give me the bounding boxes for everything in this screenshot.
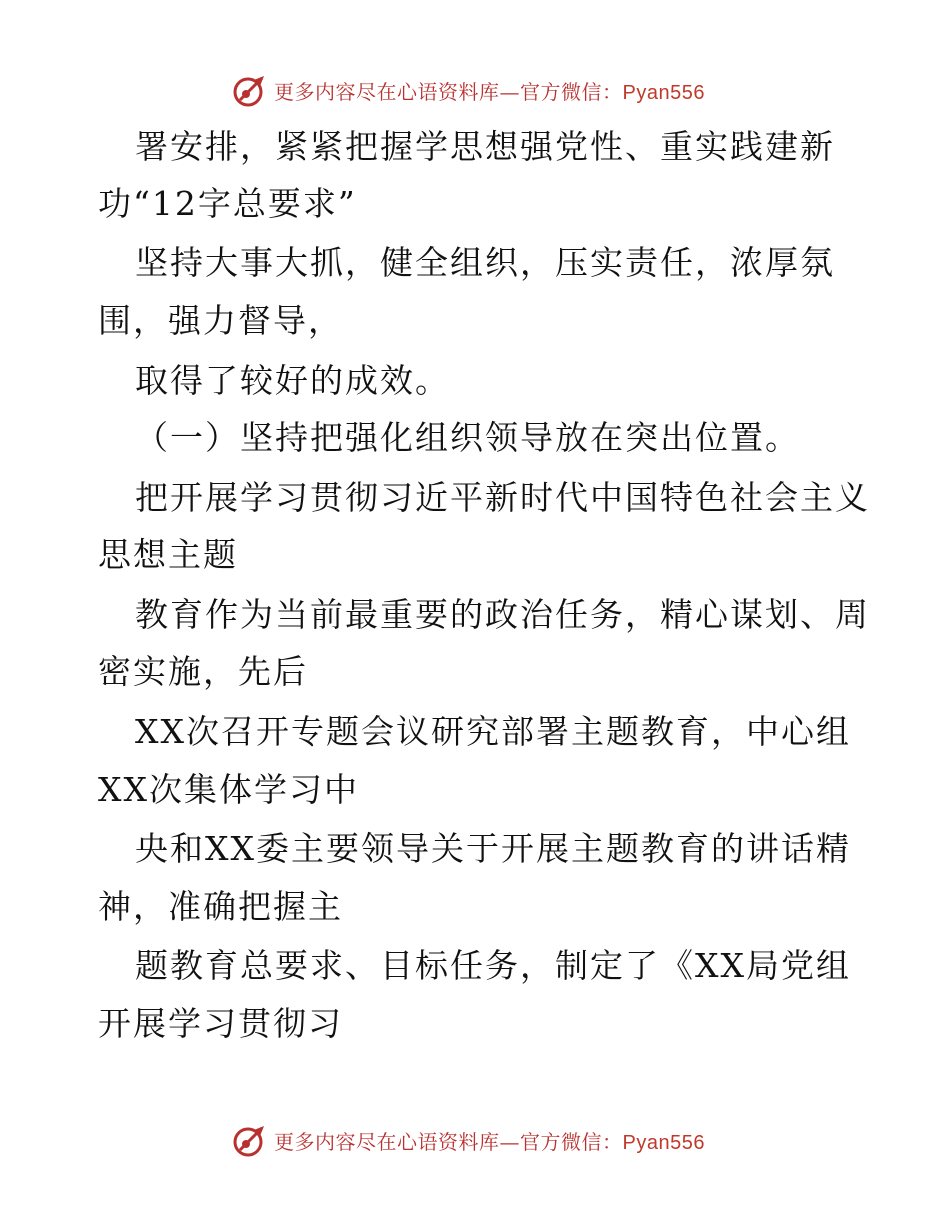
text-line-9: 教育作为当前最重要的政治任务，精心谋划、周 (135, 595, 870, 634)
text-line-8: 思想主题 (98, 535, 238, 574)
footer-text: 更多内容尽在心语资料库—官方微信：Pyan556 (274, 1129, 705, 1154)
text-line-10: 密实施，先后 (98, 652, 308, 691)
text-line-13: 央和XX委主要领导关于开展主题教育的讲话精 (135, 829, 851, 868)
text-line-7: 把开展学习贯彻习近平新时代中国特色社会主义 (135, 478, 870, 517)
header-banner (232, 70, 712, 110)
text-line-12: XX次集体学习中 (98, 770, 359, 809)
quill-logo-icon (232, 1122, 268, 1158)
text-line-1: 署安排，紧紧把握学思想强党性、重实践建新 (135, 127, 835, 166)
footer-banner (232, 1120, 712, 1160)
section-heading: （一）坚持把强化组织领导放在突出位置。 (135, 418, 800, 457)
text-line-14: 神，准确把握主 (98, 887, 343, 926)
header-text: 更多内容尽在心语资料库—官方微信：Pyan556 (274, 79, 705, 104)
text-line-15: 题教育总要求、目标任务，制定了《XX局党组 (135, 946, 851, 985)
text-line-3: 坚持大事大抓，健全组织，压实责任，浓厚氛 (135, 243, 835, 282)
quill-logo-icon (232, 72, 268, 108)
text-line-4: 围，强力督导， (98, 301, 343, 340)
text-line-16: 开展学习贯彻习 (98, 1004, 343, 1043)
text-line-11: XX次召开专题会议研究部署主题教育，中心组 (135, 712, 851, 751)
text-line-2: 功“12字总要求” (98, 184, 357, 223)
text-line-5: 取得了较好的成效。 (135, 361, 450, 400)
